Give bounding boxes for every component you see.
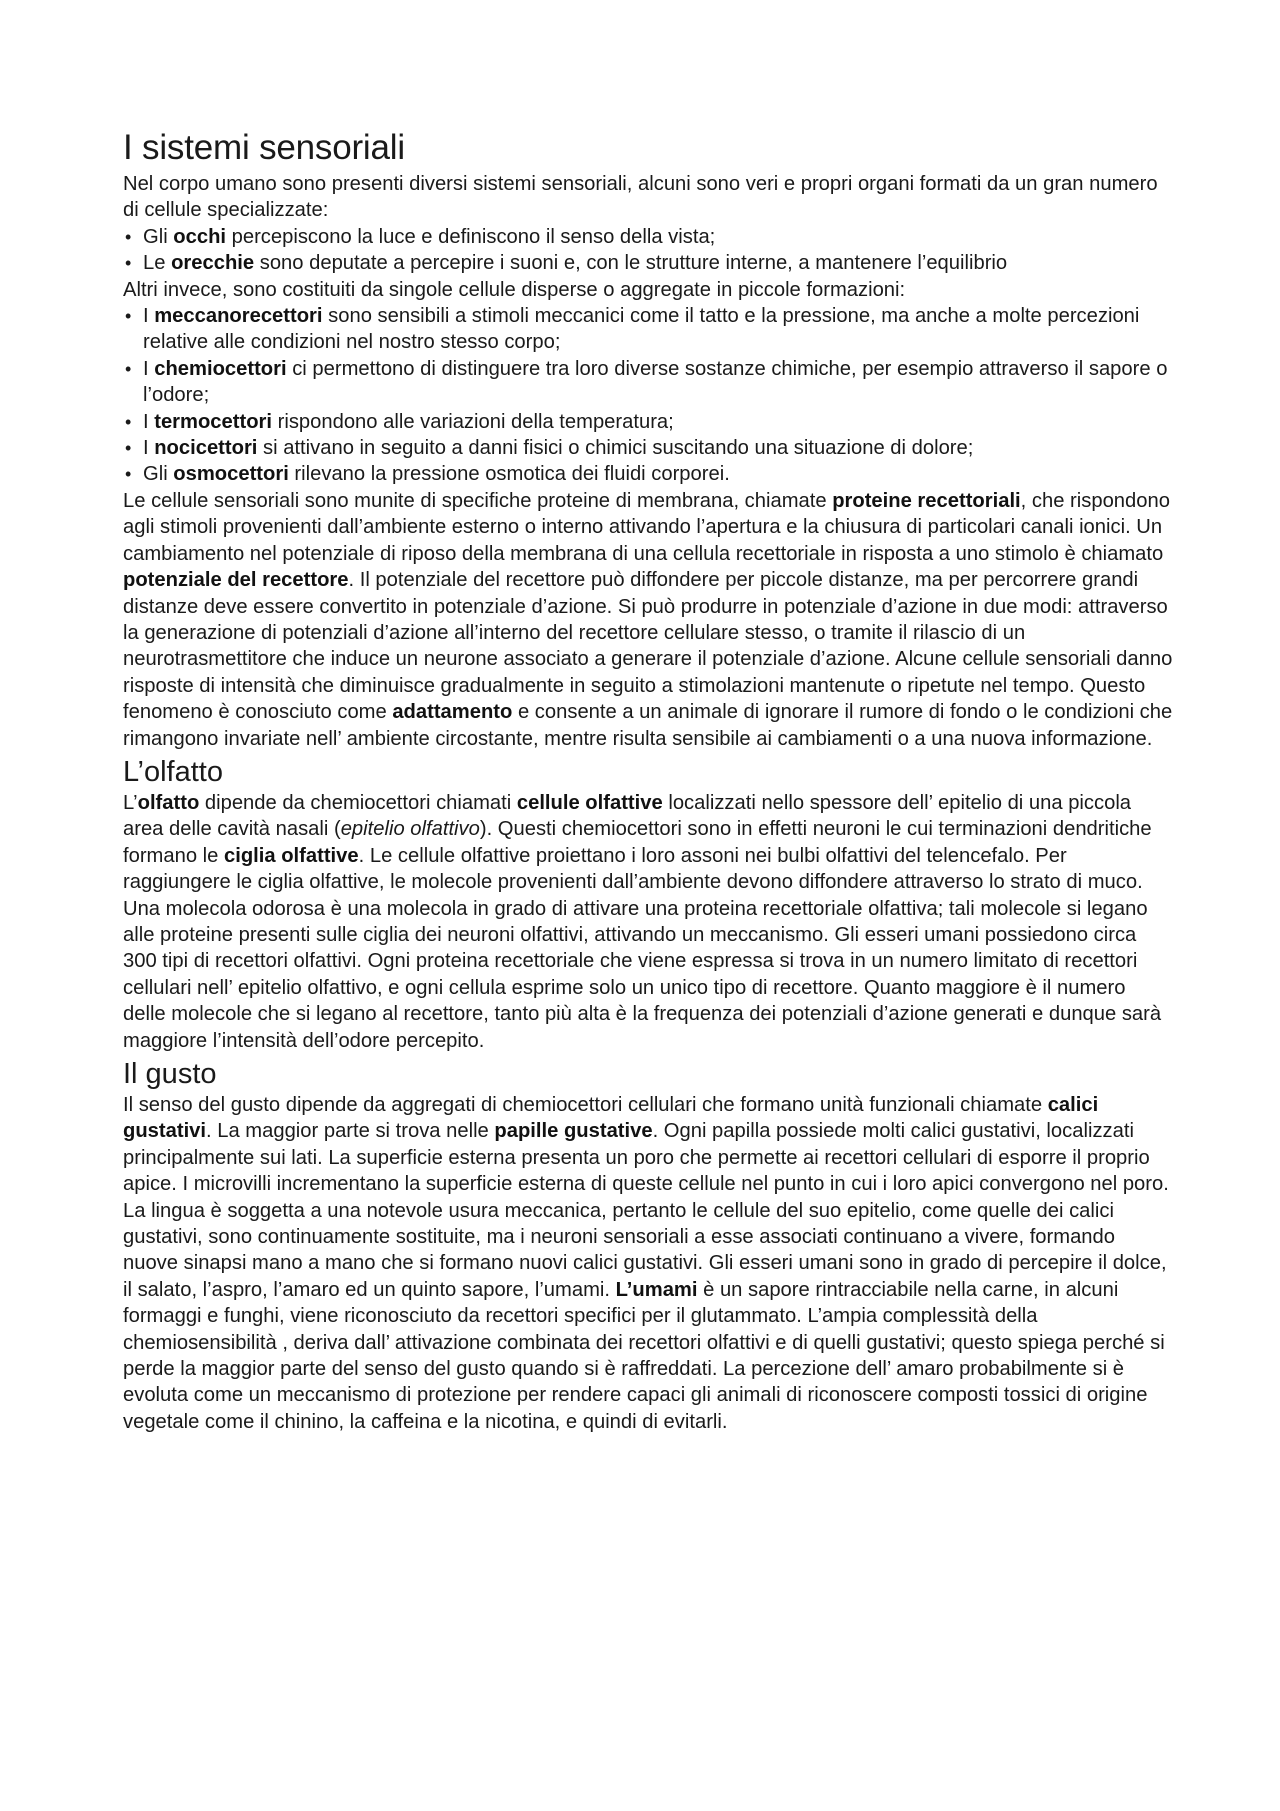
sensory-cells-paragraph: Le cellule sensoriali sono munite di specifiche proteine di membrana, chiamate proteine recettoriali, che rispondono agli stimoli provenienti dall’ambiente esterno o interno attivando l’apertura e la chiusura di particolari canali ionici. Un cambiamento nel potenziale di riposo della membrana di una cellula recettoriale in risposta a uno stimolo è chiamato potenziale del recettore. Il potenziale del recettore può diffondere per piccole distanze, ma per percorrere grandi distanze deve essere convertito in potenziale d’azione. Si può produrre in potenziale d’azione in due modi: attraverso la generazione di potenziali d’azione all’interno del recettore cellulare stesso, o tramite il rilascio di un neurotrasmettitore che induce un neurone associato a generare il potenziale d’azione. Alcune cellule sensoriali danno risposte di intensità che diminuisce gradualmente in seguito a stimolazioni mantenute o ripetute nel tempo. Questo fenomeno è conosciuto come adattamento e consente a un animale di ignorare il rumore di fondo o le condizioni che rimangono invariate nell’ ambiente circostante, mentre risulta sensibile ai cambiamenti o a una nuova informazione. — [123, 489, 1173, 750]
list-item: • I meccanorecettori sono sensibili a stimoli meccanici come il tatto e la pressione, ma anche a molte percezioni relative alle condizioni nel nostro stesso corpo; — [125, 305, 1140, 354]
intro2-paragraph: Altri invece, sono costituiti da singole cellule disperse o aggregate in piccole formazioni: — [123, 278, 906, 301]
bullet-icon: • — [125, 253, 132, 274]
list-item: • Gli osmocettori rilevano la pressione osmotica dei fluidi corporei. — [123, 461, 1173, 487]
document-page — [123, 128, 1173, 1435]
intro-paragraph: Nel corpo umano sono presenti diversi sistemi sensoriali, alcuni sono veri e propri organi formati da un gran numero di cellule specializzate: — [123, 173, 1158, 222]
bullet-icon: • — [125, 358, 132, 379]
gusto-paragraph: Il senso del gusto dipende da aggregati di chemiocettori cellulari che formano unità funzionali chiamate calici gustativi. La maggior parte si trova nelle papille gustative. Ogni papilla possiede molti calici gustativi, localizzati principalmente sui lati. La superficie esterna presenta un poro che permette ai recettori cellulari di esporre il proprio apice. I microvilli incrementano la superficie esterna di queste cellule nel punto in cui i loro apici convergono nel poro. La lingua è soggetta a una notevole usura meccanica, pertanto le cellule del suo epitelio, come quelle dei calici gustativi, sono continuamente sostituite, ma i neuroni sensoriali a esse associati continuano a vivere, formando nuove sinapsi mano a mano che si formano nuovi calici gustativi. Gli esseri umani sono in grado di percepire il dolce, il salato, l’aspro, l’amaro ed un quinto sapore, l’umami. L’umami è un sapore rintracciabile nella carne, in alcuni formaggi e funghi, viene riconosciuto da recettori specifici per il glutammato. L’ampia complessità della chemiosensibilità , deriva dall’ attivazione combinata dei recettori olfattivi e di quelli gustativi; questo spiega perché si perde la maggior parte del senso del gusto quando si è raffreddati. La percezione dell’ amaro probabilmente si è evoluta come un meccanismo di protezione per rendere capaci gli animali di riconoscere composti tossici di origine vegetale come il chinino, la caffeina e la nicotina, e quindi di evitarli. — [123, 1094, 1169, 1433]
list-item: • I chemiocettori ci permettono di distinguere tra loro diverse sostanze chimiche, per esempio attraverso il sapore o l’odore; — [125, 357, 1168, 407]
bullet-icon: • — [125, 411, 132, 432]
list-item: • I termocettori rispondono alle variazioni della temperatura; — [123, 409, 1173, 435]
receptors-list — [123, 303, 1173, 488]
bullet-icon: • — [125, 306, 132, 327]
section-title-olfatto: L’olfatto — [123, 755, 223, 788]
list-item: • Le orecchie sono deputate a percepire i suoni e, con le strutture interne, a mantenere l’equilibrio — [123, 250, 1173, 276]
bullet-icon: • — [125, 438, 132, 459]
bullet-icon: • — [125, 464, 132, 485]
organs-list — [123, 224, 1173, 277]
section-title-gusto: Il gusto — [123, 1058, 217, 1090]
bullet-icon: • — [125, 226, 132, 247]
olfatto-paragraph: L’olfatto dipende da chemiocettori chiamati cellule olfattive localizzati nello spessore dell’ epitelio di una piccola area delle cavità nasali (epitelio olfattivo). Questi chemiocettori sono in effetti neuroni le cui terminazioni dendritiche formano le ciglia olfattive. Le cellule olfattive proiettano i loro assoni nei bulbi olfattivi del telencefalo. Per raggiungere le ciglia olfattive, le molecole provenienti dall’ambiente devono diffondere attraverso lo strato di muco. Una molecola odorosa è una molecola in grado di attivare una proteina recettoriale olfattiva; tali molecole si legano alle proteine presenti sulle ciglia dei neuroni olfattivi, attivando un meccanismo. Gli esseri umani possiedono circa 300 tipi di recettori olfattivi. Ogni proteina recettoriale che viene espressa si trova in un numero limitato di recettori cellulari nell’ epitelio olfattivo, e ogni cellula esprime solo un unico tipo di recettore. Quanto maggiore è il numero delle molecole che si legano al recettore, tanto più alta è la frequenza dei potenziali d’azione generati e dunque sarà maggiore l’intensità dell’odore percepito. — [123, 791, 1162, 1052]
document-title: I sistemi sensoriali — [123, 128, 405, 167]
list-item: • I nocicettori si attivano in seguito a danni fisici o chimici suscitando una situazione di dolore; — [123, 435, 1173, 461]
list-item: • Gli occhi percepiscono la luce e definiscono il senso della vista; — [123, 224, 1173, 250]
